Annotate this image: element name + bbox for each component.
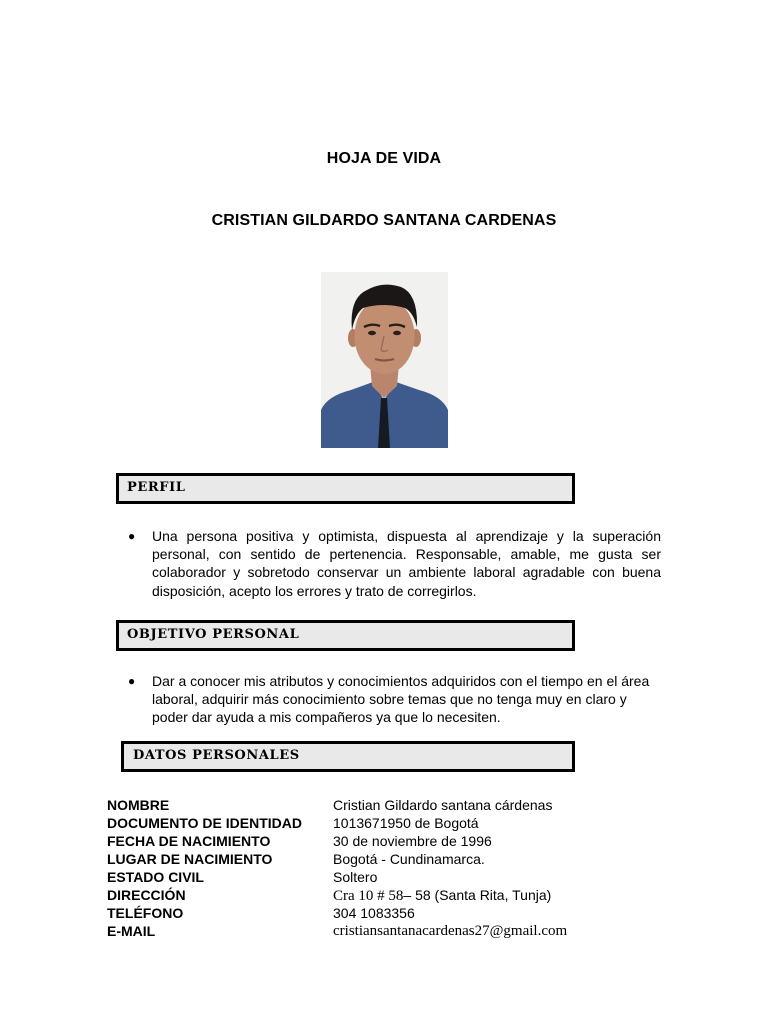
portrait-icon bbox=[321, 272, 448, 448]
section-header-objetivo: OBJETIVO PERSONAL bbox=[116, 620, 575, 651]
data-value: 304 1083356 bbox=[333, 905, 415, 921]
perfil-bullet-item bbox=[128, 527, 661, 603]
perfil-text: Una persona positiva y optimista, dispuesta al aprendizaje y la superación personal, con sentido de pertenencia. Responsable, amable, me gusta ser colaborador y sobretodo conservar un ambiente laboral agradable con buena disposición, acepto los errores y trato de corregirlos. bbox=[152, 528, 661, 599]
data-label: ESTADO CIVIL bbox=[107, 869, 204, 885]
email-link[interactable]: cristiansantanacardenas27@gmail.com bbox=[333, 923, 568, 939]
bullet-icon: ● bbox=[128, 529, 136, 543]
data-value: 30 de noviembre de 1996 bbox=[333, 833, 492, 849]
data-value: 1013671950 de Bogotá bbox=[333, 815, 479, 831]
data-label: FECHA DE NACIMIENTO bbox=[107, 833, 271, 849]
data-value: Bogotá - Cundinamarca. bbox=[333, 851, 485, 867]
objetivo-bullet-item bbox=[128, 672, 661, 730]
data-value bbox=[333, 887, 551, 905]
data-value: Cristian Gildardo santana cárdenas bbox=[333, 797, 553, 813]
section-header-perfil: PERFIL bbox=[116, 473, 575, 504]
objetivo-text: Dar a conocer mis atributos y conocimientos adquiridos con el tiempo en el área laboral, adquirir más conocimiento sobre temas que no tenga muy en claro y poder dar ayuda a mis compañeros ya que lo necesiten. bbox=[152, 673, 650, 726]
data-value: Soltero bbox=[333, 869, 378, 885]
data-label: E-MAIL bbox=[107, 923, 156, 939]
data-label: LUGAR DE NACIMIENTO bbox=[107, 851, 273, 867]
data-label: NOMBRE bbox=[107, 797, 170, 813]
document-title: HOJA DE VIDA bbox=[326, 150, 442, 167]
bullet-icon: ● bbox=[128, 674, 136, 688]
person-name-title: CRISTIAN GILDARDO SANTANA CARDENAS bbox=[211, 212, 557, 229]
data-label: TELÉFONO bbox=[107, 905, 184, 921]
profile-photo bbox=[321, 272, 448, 448]
data-label: DOCUMENTO DE IDENTIDAD bbox=[107, 815, 302, 831]
data-label: DIRECCIÓN bbox=[107, 887, 186, 903]
address-prefix: Cra 10 # 58 bbox=[333, 888, 404, 904]
section-header-datos: DATOS PERSONALES bbox=[121, 741, 575, 772]
address-suffix: – 58 (Santa Rita, Tunja) bbox=[403, 887, 552, 903]
